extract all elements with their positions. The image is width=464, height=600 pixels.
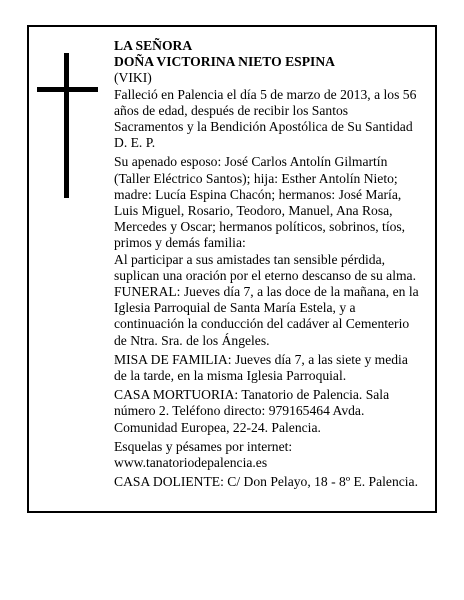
website-link: www.tanatoriodepalencia.es — [114, 455, 268, 471]
grieving-home-info — [114, 474, 436, 490]
family-line: (Taller Eléctrico Santos); hija: Esther Antolín Nieto; — [114, 170, 398, 186]
funeral-line: continuación la conducción del cadáver al Cementerio — [114, 316, 410, 332]
obituary-text — [114, 38, 436, 490]
death-line: Sacramentos y la Bendición Apostólica de Su Santidad — [114, 119, 413, 135]
request-line: suplican una oración por el eterno descanso de su alma. — [114, 267, 416, 283]
family-mass-info — [114, 352, 436, 384]
prayer-request — [114, 252, 436, 284]
mortuary-line: CASA MORTUORIA: Tanatorio de Palencia. Sala — [114, 387, 390, 403]
death-line: años de edad, después de recibir los Santos — [114, 102, 349, 118]
mortuary-line: número 2. Teléfono directo: 979165464 Avda. — [114, 403, 365, 419]
family-line: primos y demás familia: — [114, 235, 246, 251]
family-line: Su apenado esposo: José Carlos Antolín Gilmartín — [114, 154, 388, 170]
family-line: Luis Miguel, Rosario, Teodoro, Manuel, Ana Rosa, — [114, 203, 393, 219]
family-line: Mercedes y Oscar; hermanos políticos, sobrinos, tíos, — [114, 219, 406, 235]
funeral-line: FUNERAL: Jueves día 7, a las doce de la mañana, en la — [114, 284, 419, 300]
family-line: madre: Lucía Espina Chacón; hermanos: José María, — [114, 186, 402, 202]
death-line: D. E. P. — [114, 135, 156, 151]
deceased-name: DOÑA VICTORINA NIETO ESPINA — [114, 54, 335, 70]
funeral-line: Iglesia Parroquial de Santa María Estela, y a — [114, 300, 356, 316]
mass-line: de la tarde, en la misma Iglesia Parroquial. — [114, 368, 347, 384]
request-line: Al participar a sus amistades tan sensible pérdida, — [114, 251, 386, 267]
title: LA SEÑORA — [114, 38, 193, 53]
death-notice — [114, 87, 436, 152]
funeral-info — [114, 284, 436, 349]
mortuary-info — [114, 387, 436, 436]
death-line: Falleció en Palencia el día 5 de marzo de 2013, a los 56 — [114, 86, 417, 102]
mass-line: MISA DE FAMILIA: Jueves día 7, a las siete y media — [114, 351, 408, 367]
cross-vertical-bar — [64, 53, 69, 198]
nickname: (VIKI) — [114, 70, 152, 86]
funeral-line: de Ntra. Sra. de los Ángeles. — [114, 332, 270, 348]
cross-horizontal-bar — [37, 87, 98, 92]
mortuary-line: Comunidad Europea, 22-24. Palencia. — [114, 419, 321, 435]
internet-info — [114, 439, 436, 471]
home-line: CASA DOLIENTE: C/ Don Pelayo, 18 - 8º E. Palencia. — [114, 474, 418, 490]
internet-line: Esquelas y pésames por internet: — [114, 438, 293, 454]
family-list — [114, 154, 436, 251]
